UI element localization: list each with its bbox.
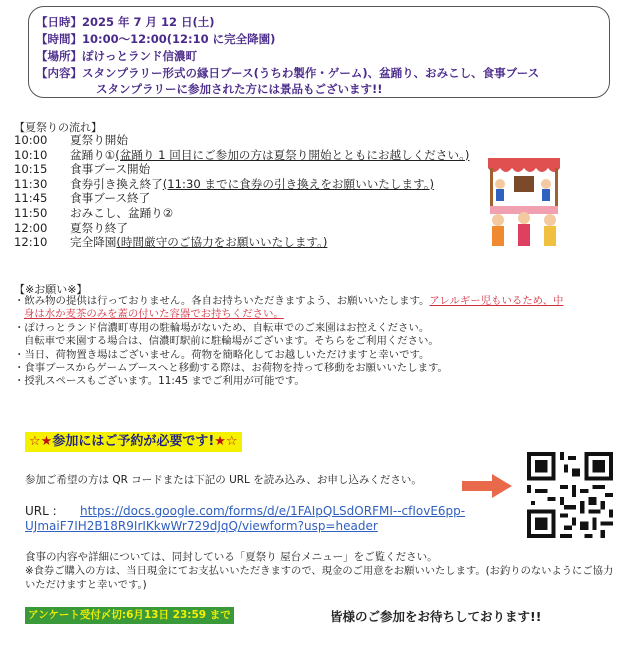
content-line [36,65,539,81]
menu-note: 食事の内容や詳細については、同封している「夏祭り 屋台メニュー」をご覧ください。 [25,551,438,563]
flow-item [14,206,469,221]
note-text: ・飲み物の提供は行っておりません。各自お持ちいただきますよう、お願いいたします。 [14,295,430,307]
place-value: ぽけっとランド信濃町 [82,49,197,63]
arrow-right-icon [462,474,512,498]
flow-text: 食事ブース終了 [70,191,151,206]
flow-time: 10:10 [14,147,48,162]
time-line [36,31,275,47]
time-label: 【時間】 [36,32,82,46]
flow-text: 盆踊り① [70,147,116,162]
content-value: スタンプラリー形式の縁日ブース(うちわ製作・ゲーム)、盆踊り、おみこし、食事ブース [82,66,540,80]
flow-text: 完全降園 [70,235,117,250]
flow-item [14,177,469,192]
flow-title: 【夏祭りの流れ】 [14,121,102,134]
note-item: ・食事ブースからゲームブースへと移動する際は、お荷物を持って移動をお願いいたします。 [14,362,448,375]
place-label: 【場所】 [36,49,82,63]
notes-list [14,295,614,389]
content-note: スタンプラリーに参加された方には景品もございます!! [96,82,383,96]
flow-time: 12:00 [14,220,48,235]
note-item [14,308,614,321]
registration-banner [25,432,242,452]
flow-time: 11:30 [14,176,48,191]
allergy-warning-cont: 身は水か麦茶のみを蓋の付いた容器でお持ちください。 [24,308,284,321]
note-item [14,295,614,308]
note-item: ・当日、荷物置き場はございません。荷物を簡略化してお越しいただけますと幸いです。 [14,348,430,361]
flow-sub: (盆踊り 1 回目にご参加の方は夏祭り開始とともにお越しください。) [115,147,470,162]
flow-text: 食券引き換え終了 [70,176,163,191]
registration-link[interactable]: https://docs.google.com/forms/d/e/1FAIpQLSdORFMI--cfIovE6pp- [80,504,466,518]
flow-text: おみこし、盆踊り② [70,205,174,220]
place-line [36,48,197,64]
flow-item [14,221,469,236]
festival-stall-illustration [484,150,564,250]
flow-sub: (11:30 までに食券の引き換えをお願いいたします。) [162,176,435,191]
flow-item [14,235,469,250]
flow-time: 11:45 [14,191,48,206]
qr-code[interactable] [527,452,613,538]
apply-instructions: 参加ご希望の方は QR コードまたは下記の URL を読み込み、お申し込みください。 [25,474,422,486]
flow-time: 10:15 [14,162,48,177]
note-item: ・授乳スペースもございます。11:45 までご利用が可能です。 [14,375,305,388]
note-item: ・ぽけっとランド信濃町専用の駐輪場がないため、自転車でのご来園はお控えください。 [14,321,430,334]
cash-note: ※食券ご購入の方は、当日現金にてお支払いいただきますので、現金のご用意をお願いいたします。(お釣りのないようにご協力いただけますと幸いです。) [25,565,614,591]
survey-deadline-badge: アンケート受付〆切:6月13日 23:59 まで [25,607,234,624]
star-icon: ☆★ [29,434,53,449]
flow-item [14,191,469,206]
flow-sub: (時間厳守のご協力をお願いいたします。) [116,235,328,250]
flow-item [14,133,469,148]
date-line [36,14,215,30]
allergy-warning: アレルギー児もいるため、中 [429,295,564,307]
closing-message: 皆様のご参加をお待ちしております!! [330,609,542,624]
flow-text: 夏祭り開始 [70,133,128,147]
flow-list [14,133,469,250]
notes-title: 【※お願い※】 [14,283,88,296]
note-item: 自転車で来園する場合は、信濃町駅前に駐輪場がございます。そちらをご利用ください。 [24,335,439,348]
flow-text: 食事ブース開始 [70,162,151,177]
date-label: 【日時】 [36,15,82,29]
flow-item [14,162,469,177]
flow-time: 10:00 [14,133,48,147]
star-icon: ★☆ [214,434,238,449]
date-value: 2025 年 7 月 12 日(土) [82,15,215,29]
content-label: 【内容】 [36,66,82,80]
flow-time: 12:10 [14,235,48,250]
flow-text: 夏祭り終了 [70,220,128,235]
flow-item [14,148,469,163]
registration-link-cont[interactable]: UJmaiF7IH2B18R9IrIKkwWr729dJqQ/viewform?usp=header [25,519,378,533]
flow-time: 11:50 [14,205,48,220]
banner-text: 参加にはご予約が必要です! [52,434,215,449]
time-value: 10:00〜12:00(12:10 に完全降園) [82,32,276,46]
url-label: URL : [25,504,57,518]
